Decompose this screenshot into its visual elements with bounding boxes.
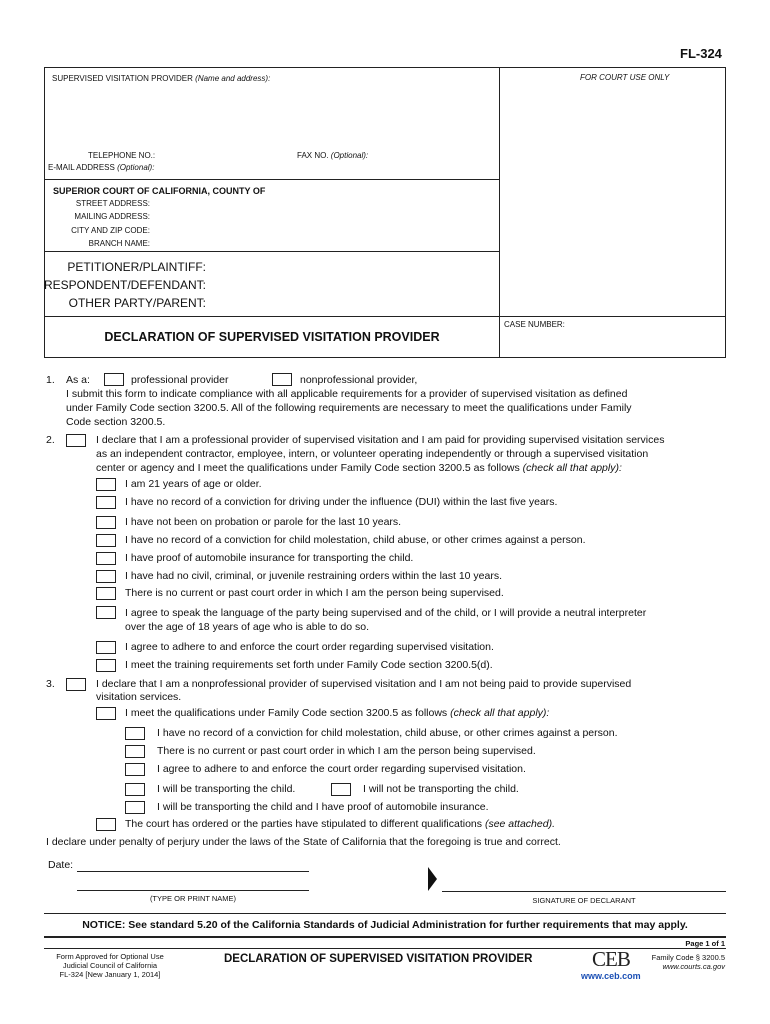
petitioner-label: PETITIONER/PLAINTIFF: (67, 260, 206, 274)
checkbox-item2e[interactable] (96, 552, 116, 565)
checkbox-professional-provider[interactable] (104, 373, 124, 386)
checkbox-item2b[interactable] (96, 496, 116, 509)
checkbox-item2g[interactable] (96, 587, 116, 600)
header-right-border (725, 67, 726, 358)
header-top-border (44, 67, 726, 68)
type-name-field[interactable] (77, 890, 309, 891)
item2h-label-line2: over the age of 18 years of age who is able to do so. (125, 621, 369, 633)
city-zip-label: CITY AND ZIP CODE: (71, 226, 150, 235)
email-label-row (48, 163, 154, 173)
case-number-label: CASE NUMBER: (504, 320, 565, 329)
signature-label: SIGNATURE OF DECLARANT (532, 896, 636, 905)
item3-other-hint: (see attached). (484, 818, 555, 830)
item1-nonprofessional-label: nonprofessional provider, (300, 374, 418, 386)
street-address-label: STREET ADDRESS: (75, 199, 150, 208)
item1-text-line3: Code section 3200.5. (66, 416, 166, 428)
type-name-label: (TYPE OR PRINT NAME) (149, 894, 237, 903)
checkbox-item3-other[interactable] (96, 818, 116, 831)
court-use-label: FOR COURT USE ONLY (580, 73, 670, 82)
email-label: E-MAIL ADDRESS (48, 163, 115, 172)
divider-title (44, 316, 726, 317)
fax-label-row (297, 151, 368, 161)
item2e-label: I have proof of automobile insurance for transporting the child. (125, 552, 414, 564)
respondent-label: RESPONDENT/DEFENDANT: (44, 278, 207, 292)
item2h-label-line1: I agree to speak the language of the party being supervised and of the child, or I will provide a neutral interpreter (125, 607, 647, 619)
checkbox-item2[interactable] (66, 434, 86, 447)
item3-other-label: The court has ordered or the parties have stipulated to different qualifications (125, 818, 483, 830)
provider-hint: (Name and address): (195, 74, 271, 83)
item2-text-line1: I declare that I am a professional provider of supervised visitation and I am paid for providing supervised visitation services (96, 434, 665, 446)
item1-text-line1: I submit this form to indicate compliance with all applicable requirements for a provider of supervised visitation as defined (66, 388, 628, 400)
checkbox-item3d-not-transporting[interactable] (331, 783, 351, 796)
item2d-label: I have no record of a conviction for child molestation, child abuse, or other crimes against a person. (125, 534, 586, 546)
checkbox-nonprofessional-provider[interactable] (272, 373, 292, 386)
fax-hint: (Optional): (330, 151, 369, 160)
item3e-label: I will be transporting the child and I have proof of automobile insurance. (157, 801, 489, 813)
provider-label-row (52, 74, 270, 84)
item3d-transporting-label: I will be transporting the child. (157, 783, 296, 795)
other-party-label: OTHER PARTY/PARENT: (68, 296, 206, 310)
signature-arrow-icon (428, 867, 437, 891)
checkbox-item3[interactable] (66, 678, 86, 691)
branch-name-label: BRANCH NAME: (88, 239, 150, 248)
item3d-not-transporting-label: I will not be transporting the child. (363, 783, 519, 795)
email-hint: (Optional): (117, 163, 155, 172)
telephone-label: TELEPHONE NO.: (88, 151, 156, 160)
notice-bottom-rule (44, 936, 726, 938)
item2b-label: I have no record of a conviction for driving under the influence (DUI) within the last five years. (125, 496, 558, 508)
declaration-statement: I declare under penalty of perjury under the laws of the State of California that the foregoing is true and correct. (46, 836, 561, 848)
checkbox-item3-qualifications[interactable] (96, 707, 116, 720)
header-divider-vertical (499, 67, 500, 358)
notice-text: NOTICE: See standard 5.20 of the California Standards of Judicial Administration for further requirements that may apply. (82, 919, 688, 931)
item1-professional-label: professional provider (131, 374, 229, 386)
header-bottom-border (44, 357, 726, 358)
fax-label: FAX NO. (297, 151, 329, 160)
checkbox-item2a[interactable] (96, 478, 116, 491)
item3b-label: There is no current or past court order in which I am the person being supervised. (157, 745, 536, 757)
item2i-label: I agree to adhere to and enforce the court order regarding supervised visitation. (125, 641, 494, 653)
date-label: Date: (48, 859, 74, 871)
checkbox-item3c[interactable] (125, 763, 145, 776)
checkbox-item2j[interactable] (96, 659, 116, 672)
court-title: SUPERIOR COURT OF CALIFORNIA, COUNTY OF (53, 186, 266, 196)
item1-number: 1. (46, 374, 55, 386)
item2a-label: I am 21 years of age or older. (125, 478, 262, 490)
date-field[interactable] (77, 871, 309, 872)
provider-label: SUPERVISED VISITATION PROVIDER (52, 74, 193, 83)
item3-other-line (125, 818, 555, 831)
checkbox-item3a[interactable] (125, 727, 145, 740)
divider-parties (44, 251, 500, 252)
courts-url[interactable]: www.courts.ca.gov (662, 962, 725, 971)
checkbox-item2h[interactable] (96, 606, 116, 619)
ceb-link[interactable]: www.ceb.com (581, 971, 641, 981)
checkbox-item2f[interactable] (96, 570, 116, 583)
item2-text-line3 (96, 462, 622, 475)
item3a-label: I have no record of a conviction for child molestation, child abuse, or other crimes against a person. (157, 727, 618, 739)
checkbox-item2d[interactable] (96, 534, 116, 547)
checkbox-item2i[interactable] (96, 641, 116, 654)
item3-text-line2: visitation services. (96, 691, 182, 703)
item3-qual-hint: (check all that apply): (450, 707, 550, 719)
item3c-label: I agree to adhere to and enforce the court order regarding supervised visitation. (157, 763, 526, 775)
item3-text-line1: I declare that I am a nonprofessional provider of supervised visitation and I am not being paid to provide supervised (96, 678, 632, 690)
notice-top-rule (44, 913, 726, 914)
signature-field[interactable] (442, 891, 726, 892)
item3-number: 3. (46, 678, 55, 690)
family-code-ref: Family Code § 3200.5 (651, 953, 725, 962)
item2-text-line2: as an independent contractor, employee, intern, or volunteer operating independently or through a supervised visitation (96, 448, 649, 460)
ceb-logo: CEB (592, 947, 630, 971)
approved-line1: Form Approved for Optional Use (56, 952, 164, 961)
mailing-address-label: MAILING ADDRESS: (74, 212, 150, 221)
form-title: DECLARATION OF SUPERVISED VISITATION PROVIDER (104, 330, 440, 344)
divider-court (44, 179, 500, 180)
approved-line3: FL-324 [New January 1, 2014] (59, 970, 161, 979)
page-number: Page 1 of 1 (685, 939, 725, 948)
item2-number: 2. (46, 434, 55, 446)
item3-qual-label: I meet the qualifications under Family Code section 3200.5 as follows (125, 707, 448, 719)
item2-text3: center or agency and I meet the qualifications under Family Code section 3200.5 as follows (96, 462, 520, 474)
checkbox-item3b[interactable] (125, 745, 145, 758)
item2j-label: I meet the training requirements set forth under Family Code section 3200.5(d). (125, 659, 493, 671)
item1-text-line2: under Family Code section 3200.5. All of the following requirements are necessary to meet the qualifications under Family (66, 402, 632, 414)
footer-title: DECLARATION OF SUPERVISED VISITATION PROVIDER (224, 953, 533, 965)
item2g-label: There is no current or past court order in which I am the person being supervised. (125, 587, 504, 599)
item3-qualifications-line (125, 707, 549, 720)
item2f-label: I have had no civil, criminal, or juvenile restraining orders within the last 10 years. (125, 570, 503, 582)
item2c-label: I have not been on probation or parole for the last 10 years. (125, 516, 402, 528)
item1-as-a: As a: (66, 374, 90, 386)
approved-line2: Judicial Council of California (62, 961, 158, 970)
form-number: FL-324 (680, 46, 722, 61)
checkbox-item2c[interactable] (96, 516, 116, 529)
item2-text3-hint: (check all that apply): (522, 462, 622, 474)
checkbox-item3e[interactable] (125, 801, 145, 814)
checkbox-item3d-transporting[interactable] (125, 783, 145, 796)
